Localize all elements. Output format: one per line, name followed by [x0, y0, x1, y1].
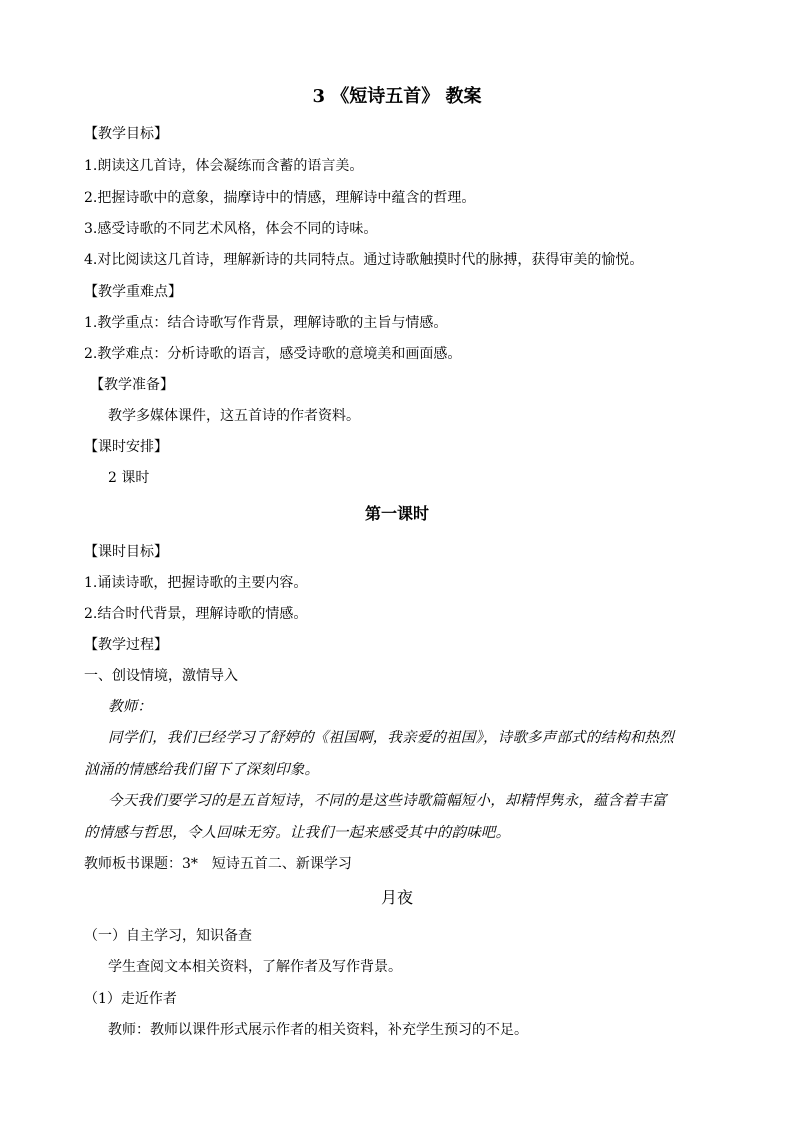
process-heading: 【教学过程】	[84, 637, 168, 653]
lesson1-title: 第一课时	[364, 504, 429, 523]
objective-item: 2.把握诗歌中的意象，揣摩诗中的情感，理解诗中蕴含的哲理。	[84, 190, 476, 206]
intro-paragraph-2-line-2: 的情感与哲思，令人回味无穷。让我们一起来感受其中的韵味吧。	[84, 825, 511, 841]
sub1-heading: （一）自主学习，知识备查	[84, 928, 252, 944]
poem-title: 月夜	[380, 888, 413, 907]
sub1-item-1: （1）走近作者	[84, 991, 177, 1007]
intro-paragraph-2-line-1: 今天我们要学习的是五首短诗，不同的是这些诗歌篇幅短小，却精悍隽永，蕴含着丰富	[108, 793, 667, 809]
sub1-text: 学生查阅文本相关资料，了解作者及写作背景。	[108, 959, 402, 975]
prep-heading: 【教学准备】	[90, 377, 174, 393]
document-title: 3 《短诗五首》 教案	[312, 86, 482, 107]
teacher-label: 教师：	[108, 699, 153, 715]
objectives-heading: 【教学目标】	[84, 126, 168, 142]
objective-item: 4.对比阅读这几首诗，理解新诗的共同特点。通过诗歌触摸时代的脉搏，获得审美的愉悦。	[84, 252, 644, 268]
keypoint-item: 1.教学重点：结合诗歌写作背景，理解诗歌的主旨与情感。	[84, 315, 448, 331]
lesson-goal-item: 2.结合时代背景，理解诗歌的情感。	[84, 606, 308, 622]
keypoints-heading: 【教学重难点】	[84, 284, 182, 300]
lesson-goals-heading: 【课时目标】	[84, 544, 168, 560]
objective-item: 3.感受诗歌的不同艺术风格，体会不同的诗味。	[84, 221, 378, 237]
sub1-item-1-text: 教师：教师以课件形式展示作者的相关资料，补充学生预习的不足。	[108, 1022, 528, 1038]
schedule-text: 2 课时	[108, 470, 150, 486]
prep-text: 教学多媒体课件，这五首诗的作者资料。	[108, 408, 360, 424]
objective-item: 1.朗读这几首诗，体会凝练而含蓄的语言美。	[84, 158, 364, 174]
intro-paragraph-1-line-2: 汹涌的情感给我们留下了深刻印象。	[84, 762, 320, 778]
board-line: 教师板书课题：3* 短诗五首二、新课学习	[84, 856, 352, 872]
step1-heading: 一、创设情境，激情导入	[84, 668, 238, 684]
schedule-heading: 【课时安排】	[84, 439, 168, 455]
lesson-goal-item: 1.诵读诗歌，把握诗歌的主要内容。	[84, 575, 308, 591]
intro-paragraph-1-line-1: 同学们，我们已经学习了舒婷的《祖国啊，我亲爱的祖国》，诗歌多声部式的结构和热烈	[108, 730, 675, 746]
keypoint-item: 2.教学难点：分析诗歌的语言，感受诗歌的意境美和画面感。	[84, 346, 462, 362]
